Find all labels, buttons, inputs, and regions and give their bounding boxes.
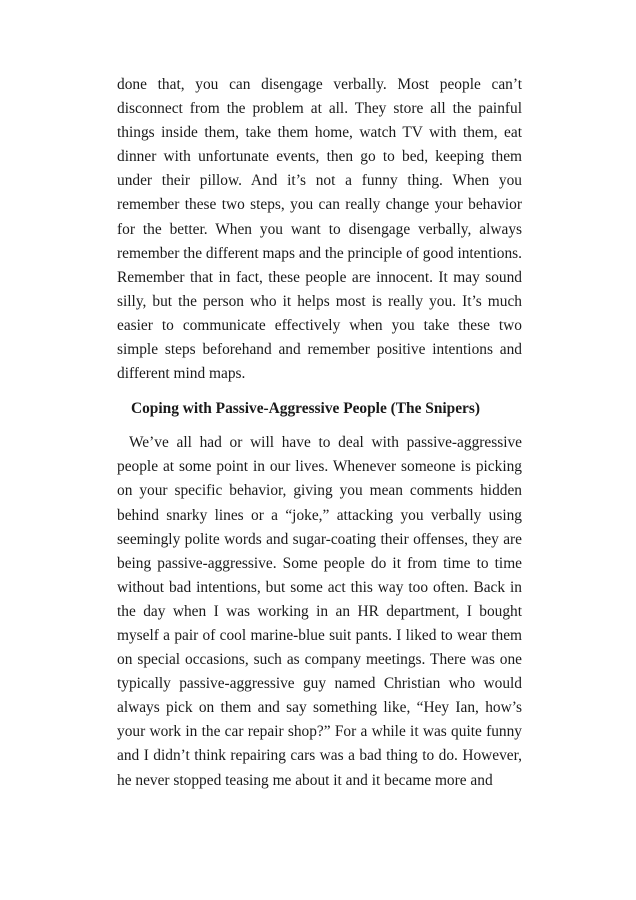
book-page [117, 73, 522, 793]
body-paragraph-continued: done that, you can disengage verbally. Most people can’t disconnect from the problem at all. They store all the painful things inside them, take them home, watch TV with them, eat dinner with unfortunate events, then go to bed, keeping them under their pillow. And it’s not a funny thing. When you remember these two steps, you can really change your behavior for the better. When you want to disengage verbally, always remember the different maps and the principle of good intentions. Remember that in fact, these people are innocent. It may sound silly, but the person who it helps most is really you. It’s much easier to communicate effectively when you take these two simple steps beforehand and remember positive intentions and different mind maps. [117, 76, 522, 383]
section-heading: Coping with Passive-Aggressive People (The Snipers) [131, 400, 480, 418]
body-paragraph: We’ve all had or will have to deal with passive-aggressive people at some point in our lives. Whenever someone is picking on your specific behavior, giving you mean comments hidden behind snarky lines or a “joke,” attacking you verbally using seemingly polite words and sugar-coating their offenses, they are being passive-aggressive. Some people do it from time to time without bad intentions, but some act this way too often. Back in the day when I was working in an HR department, I bought myself a pair of cool marine-blue suit pants. I liked to wear them on special occasions, such as company meetings. There was one typically passive-aggressive guy named Christian who would always pick on them and say something like, “Hey Ian, how’s your work in the car repair shop?” For a while it was quite funny and I didn’t think repairing cars was a bad thing to do. However, he never stopped teasing me about it and it became more and [117, 434, 522, 789]
